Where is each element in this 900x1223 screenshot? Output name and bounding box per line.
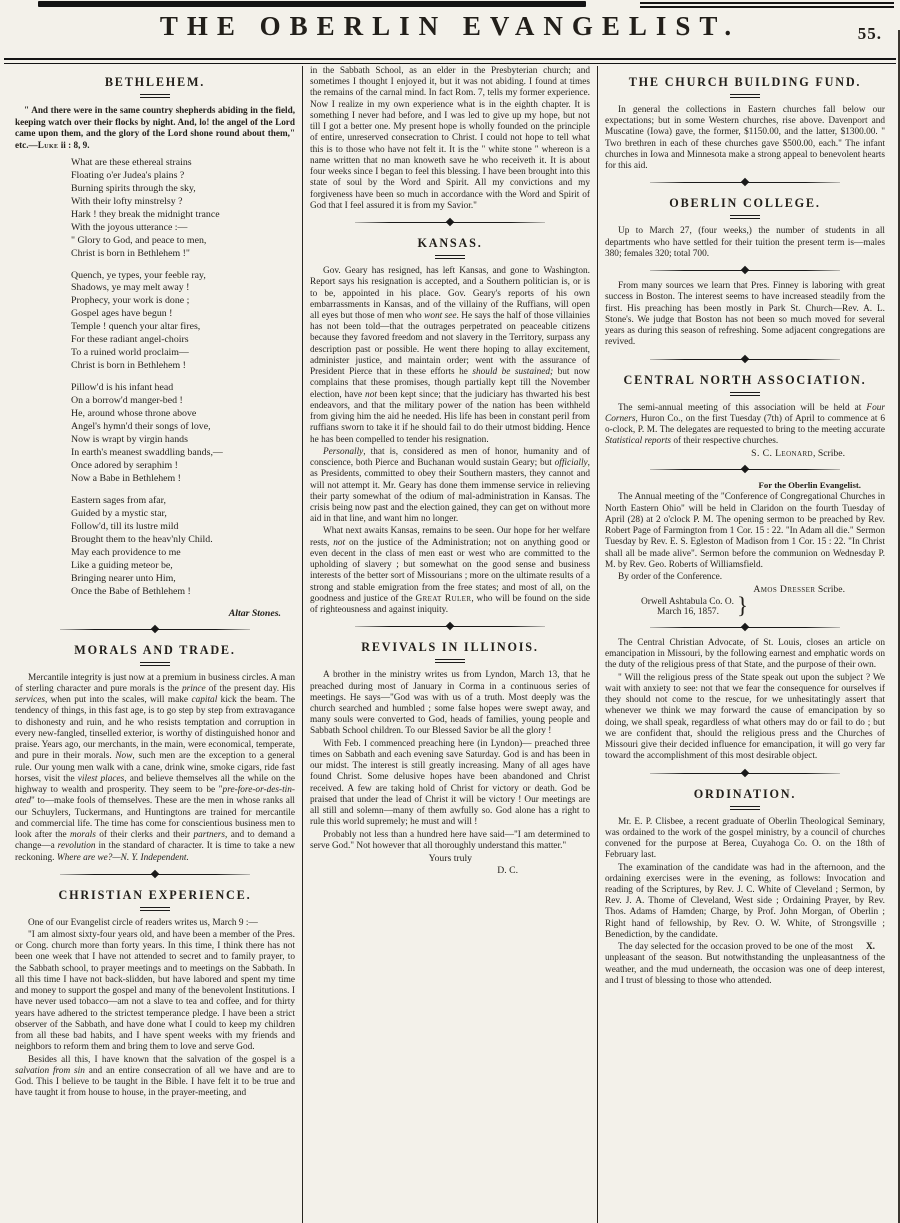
text-segment: The Central Christian Advocate, of St. Louis, closes an article on emancipation in Missouri, by the following earnest and emphatic words on the duty of the religious press of that State, and the purpose of their own. (605, 638, 885, 671)
heading-rule (730, 806, 760, 810)
text-segment: partners (193, 830, 225, 841)
text-segment: "I am almost sixty-four years old, and have been a member of the Pres. or Cong. church more than forty years. In this time, I think there has not been one week that I have not attended to secret and to family prayer, to the Sabbath school, to prayer meetings and to meetings on the Sabbath. In all this time I have not back-slidden, but have labored and spent my time and money to support the gospel and many of the benevolent Institutions. I have never used tobacco—am not a slave to tea and coffee, and for thirty years have adhered to the strictest temperance pledge. I have been a strict observer of the Sabbath, and have done what I could to keep my children from all these bad habits, and I have spent weeks with my friends and neighbors to reform them and bring them to love and serve God. (15, 929, 295, 1053)
article-heading: THE CHURCH BUILDING FUND. (628, 75, 862, 89)
text-segment: The examination of the candidate was had in the afternoon, and the ordaining exercises were in the evening, as follows: Invocation and reading of the Scriptures, by Rev. J. C. White of Cleveland ; Sermon, by Rev. J. A. Thome of Cleveland, West side ; Ordaining Prayer, by Rev. Thos. Adams of Hamden; Charge, by Prof. John Morgan, of Oberlin ; Right hand of fellowship, by Rev. O. W. White, of Strongsville ; Benediction, by the candidate. (605, 862, 885, 940)
verse-line: Gospel ages have begun ! (71, 308, 173, 320)
verse-line: Now a Babe in Bethlehem ! (71, 473, 181, 485)
text-segment: Up to March 27, (four weeks,) the number of students in all departments who have settled for their tuition the present term is—males 380; females 320; total 700. (605, 226, 885, 259)
article-heading: ORDINATION. (693, 786, 797, 801)
text-segment: , Scribe. (812, 448, 845, 460)
section-divider (650, 178, 840, 187)
text-segment: prince (181, 683, 206, 694)
verse-line: Guided by a mystic star, (71, 507, 167, 519)
heading-rule (140, 662, 170, 666)
column-3 (598, 66, 892, 1223)
text-segment: , who will be found on the side of righteousness and against iniquity. (310, 593, 590, 616)
text-segment: not (333, 537, 346, 548)
paragraph (605, 572, 885, 583)
paragraph (15, 918, 295, 929)
text-segment: Mercantile integrity is just now at a premium in business circles. A man of sterling character and pure morals is the (15, 672, 295, 694)
text-segment: Great Ruler (415, 593, 472, 604)
section-divider (60, 870, 250, 879)
dateline (641, 593, 885, 619)
verse-line: Shadows, ye may melt away ! (71, 282, 190, 294)
column-layout (8, 66, 892, 1223)
paragraph (605, 281, 885, 348)
article-heading: OBERLIN COLLEGE. (669, 196, 821, 211)
verse-line: Bringing nearer unto Him, (71, 572, 176, 584)
verse-line: For these radiant angel-choirs (71, 334, 189, 346)
heading-rule (730, 392, 760, 396)
text-segment: Where are we?—N. Y. Independent. (56, 852, 189, 863)
text-segment: vilest places (77, 773, 125, 784)
signature-line (310, 853, 590, 864)
masthead-rule (4, 58, 896, 64)
paragraph (310, 266, 590, 446)
verse-line: Hark ! they break the midnight trance (71, 208, 220, 220)
text-segment: , and to demand a change—a (15, 830, 295, 852)
verse-line: Angel's hymn'd their songs of love, (71, 421, 211, 433)
text-segment: , as Presidents, committed to obey their Southern masters, they cannot and will not attempt it. Mr. Geary has done them immense service in relieving their party somewhat of the odium of mal-administration in Kansas. The crisis being now past and the election gained, they can get on without more aid in that line, and want him no longer. (310, 458, 590, 525)
text-segment: The semi-annual meeting of this association will be held at (618, 402, 867, 413)
verse-stanza (71, 270, 295, 374)
dateline-lines (641, 597, 734, 617)
text-segment: D. C. (497, 865, 518, 877)
verse-line: Temple ! quench your altar fires, (71, 321, 201, 333)
verse-line: Quench, ye types, your feeble ray, (71, 269, 206, 281)
verse-line: Christ is born in Bethlehem !" (71, 247, 190, 259)
section-divider (650, 465, 840, 474)
paragraph (605, 492, 885, 571)
article-heading: CENTRAL NORTH ASSOCIATION. (623, 372, 867, 387)
text-segment: What next awaits Kansas, remains to be seen. Our hope for her welfare rests, (310, 526, 590, 548)
text-segment: salvation from sin (15, 1065, 85, 1076)
paragraph (605, 403, 885, 448)
text-segment: capital (191, 695, 218, 706)
text-segment: , such men are the exception to a general rule. Our young men walk with a cane, drink wine, smoke cigars, ride fast horses, visit the (15, 751, 295, 784)
text-segment: Amos Dresser (753, 584, 816, 596)
text-segment: but now complains that these promises, though partially kept till the November election, have (310, 367, 591, 400)
verse-line: " Glory to God, and peace to men, (71, 234, 207, 246)
text-segment: With Feb. I commenced preaching here (in Lyndon)— preached three times on Sabbath and each evening save Saturday. God is and has been in our midst. The interest is still greatly increasing. Many of all ages have found Christ. Some delusive hopes have been abandoned and Christ received. A few are taking hold of Christ for victory or death. God be praised that under the lead of Christ it will be victory ! Our meetings are all still and solemn—many of them awfully so. God alone has a right to rule this world supremely; he must and will ! (310, 738, 590, 828)
text-segment: not (365, 389, 377, 400)
section-divider (355, 218, 545, 227)
heading-rule (730, 94, 760, 98)
section-divider (60, 625, 250, 634)
text-segment: , Huron Co., on the first Tuesday (7th) of April to commence at 6 o-clock, P. M. The delegates are requested to bring to the meeting accurate (605, 413, 885, 435)
paragraph (310, 830, 590, 852)
section-divider (650, 769, 840, 778)
text-segment: " Will the religious press of the State speak out upon the subject ? We wait with anxiety to see: not that we fear the consequence for ourselves if they should not come to the rescue, for we unhesitatingly assert that whenever we think we may forward the cause of emancipation by so doing, we shall speak, regardless of what others may do or fail to do ; but we are confident that, should the religious press and the Churches of Missouri give their decided influence for emancipation, it will go very far toward the accomplishment of this most desirable object. (605, 672, 885, 762)
text-segment: Four Corners (605, 402, 885, 424)
paragraph (310, 66, 590, 212)
verse-stanza (71, 495, 295, 599)
text-segment: Scribe. (815, 584, 845, 596)
verse-line: Like a guiding meteor be, (71, 559, 173, 571)
text-segment: in the standard of character. It is time to take a new reckoning. (15, 841, 295, 863)
article-heading: CHRISTIAN EXPERIENCE. (58, 887, 252, 902)
verse-line: Prophecy, your work is done ; (71, 295, 190, 307)
scripture-epigraph (15, 105, 295, 152)
verse-line: Once adored by seraphim ! (71, 460, 178, 472)
text-segment: Now (115, 751, 133, 762)
dateline-line: March 16, 1857. (657, 606, 719, 617)
verse-line: Now is wrapt by virgin hands (71, 434, 188, 446)
heading-rule (140, 907, 170, 911)
verse-line: Floating o'er Judea's plains ? (71, 169, 185, 181)
text-segment: Gov. Geary has resigned, has left Kansas, and gone to Washington. Report says his resignation is accepted, and a Southern politician is, or is to be, appointed in his place. Gov. Geary's reports of his own embarrassments in Kansas, and of the villainy of the Ruffians, will open all eyes but those of men who (310, 266, 590, 321)
verse-line: Brought them to the heav'nly Child. (71, 533, 213, 545)
text-segment: , when put into the scales, will make (44, 695, 192, 706)
text-segment: of their respective churches. (671, 436, 779, 447)
verse-line: In earth's meanest swaddling bands,— (71, 447, 223, 459)
text-segment: S. C. Leonard (751, 448, 813, 460)
signature-line (310, 865, 590, 876)
heading-rule (435, 255, 465, 259)
text-segment: and an entire consecration of all we have and are to God. This I believe to be taught in the Bible. I have felt it to be true and have taught it from house to house, in the prayer-meeting, and (15, 1065, 295, 1099)
verse-line: Once the Babe of Bethlehem ! (71, 585, 191, 597)
paragraph (15, 1055, 295, 1100)
text-segment: of the present day. His (205, 683, 295, 694)
section-divider (650, 623, 840, 632)
heading-rule (730, 215, 760, 219)
paragraph (605, 226, 885, 260)
text-segment: kick the beam. The tendency of things, in this fast age, is to go step by step from extravagance to dishonesty and ruin, and he who resists temptation and corruption in every new-fangled, tinselled exterior, is worthy of distinguished honor and praise. Years ago, our merchants, in the main, were economical, temperate, and pure in their morals. (15, 695, 295, 762)
text-segment: Luke (37, 140, 59, 151)
paragraph (310, 739, 590, 829)
verse-line: With their lofty minstrelsy ? (71, 195, 183, 207)
paragraph (605, 817, 885, 862)
heading-rule (140, 94, 170, 98)
text-segment: should be sustained; (472, 367, 554, 378)
text-segment: Mr. E. P. Clisbee, a recent graduate of Oberlin Theological Seminary, was ordained to the work of the gospel ministry, by a council of churches convened for the purpose at Berea, Cuyahoga Co. O. on the 18th of February last. (605, 816, 885, 861)
dateline-line: Orwell Ashtabula Co. O. (641, 596, 734, 607)
text-segment: One of our Evangelist circle of readers writes us, March 9 :— (28, 917, 258, 928)
masthead-title: THE OBERLIN EVANGELIST. (159, 11, 741, 41)
paragraph (605, 942, 885, 987)
poem (71, 157, 295, 599)
text-segment: , and believe themselves all the while on the highway to wealth and prosperity. They seem to be " (15, 773, 295, 796)
paragraph (310, 670, 590, 737)
text-segment: Statistical reports (605, 436, 672, 447)
article-heading: REVIVALS IN ILLINOIS. (361, 640, 539, 655)
verse-stanza (71, 382, 295, 486)
verse-line: Eastern sages from afar, (71, 495, 167, 506)
text-segment: By order of the Conference. (618, 572, 723, 583)
verse-line: Burning spirits through the sky, (71, 182, 196, 194)
text-segment: Probably not less than a hundred here have said—"I am determined to serve God." Not however that all thoroughly understand this matter." (310, 829, 590, 851)
verse-line: He, around whose throne above (71, 408, 197, 420)
article-heading: MORALS AND TRADE. (74, 642, 236, 657)
text-segment: From many sources we learn that Pres. Finney is laboring with great success in Boston. The interest seems to have increased steadily from the first. His preaching has been mostly in Park St. Church—Rev. A. L. Stone's. We judge that Boston has not been so much moved for several years as during this season of refreshing. Some adjacent congregations are revived. (605, 281, 885, 348)
section-divider (650, 355, 840, 364)
verse-line: To a ruined world proclaim— (71, 347, 189, 359)
text-segment: on the justice of the Administration; not on anything good or even decent in the class of men east or west who are committed to the upholding of slavery ; but somewhat on the good sense and business interests of the better sort of Missourians ; more on the ultimate results of a strong and stable emigration from the free states; and most of all, on the goodness and justice of the (310, 537, 590, 604)
paragraph (605, 105, 885, 172)
verse-line: Pillow'd is his infant head (71, 382, 174, 394)
page-number: 55. (857, 24, 882, 43)
text-segment: of their clerks and their (95, 830, 194, 841)
verse-line: On a borrow'd manger-bed ! (71, 395, 183, 407)
column-2 (303, 66, 598, 1223)
article-heading: KANSAS. (417, 236, 483, 251)
text-segment: Besides all this, I have known that the salvation of the gospel is a (28, 1054, 295, 1065)
text-segment: Yours truly (428, 853, 472, 865)
text-segment: revolution (57, 841, 96, 852)
verse-stanza (71, 157, 295, 261)
verse-line: What are these ethereal strains (71, 156, 192, 168)
text-segment: wont see (424, 310, 457, 321)
verse-line: May each providence to me (71, 546, 181, 558)
text-segment: The Annual meeting of the "Conference of Congregational Churches in North Eastern Ohio" will be held in Claridon on the fourth Tuesday of April (28) at 2 o'clock P. M. The opening sermon to be preached by Rev. Robert Page of Farmington from 1 Cor. 15 : 22. "In Adam all die." Sermon Tuesday by Rev. E. S. Egleston of Madison from 1 Cor. 15 : 22. "In Christ shall all be made alive". Sermon before the communion on Wednesday P. M. by Rev. Geo. Roberts of Williamsfield. (605, 492, 885, 570)
verse-line: Christ is born in Bethlehem ! (71, 360, 186, 372)
signature-line (605, 448, 885, 459)
section-divider (650, 266, 840, 275)
article-heading: BETHLEHEM. (104, 75, 206, 89)
verse-line: With the joyous utterance :— (71, 221, 188, 233)
section-divider (355, 622, 545, 631)
dateline-brace: } (736, 593, 749, 619)
paragraph (605, 638, 885, 672)
text-segment: pre-fore-or-des-tin-ated (15, 785, 295, 807)
text-segment: been kept since; that the judiciary has thwarted his best endeavors, and that the military power of the nation has been withheld from giving him the aid he needed. His life has been in constant peril from ruffians sworn to take it if he should fail to do their utmost bidding. Hence he has been compelled to tender his resignation. (310, 389, 590, 445)
paragraph (605, 863, 885, 942)
text-segment: " to—make fools of themselves. These are the men in whose ranks all our Schuylers, Tuckermans, and Huntingtons are trained for mercantile and commercial life. The time has come for conscientious business men to look after the (15, 796, 295, 841)
paragraph (310, 526, 590, 616)
column-1 (8, 66, 303, 1223)
text-segment: , that is, considered as men of honor, humanity and of conscience, both Pierce and Buchanan would sustain Geary; but (310, 446, 590, 469)
text-segment: A brother in the ministry writes us from Lyndon, March 13, that he preached during most of January in Corma in a continuous series of meetings. He says—"God was with us of a truth. Most deeply was the church searched and humbled ; some false hopes were swept away, and many souls were converted to God, heads of families, young people and Sabbath School children. To our Blessed Savior be all the glory ! (310, 670, 590, 737)
paragraph (15, 673, 295, 864)
text-segment: . He says the half of those villainies has not been told—that the outrages perpetrated on peaceable citizens because they favored freedom and not slavery in the Territory, surpass any description past or possible. He went there hoping to allay excitement, administer justice, and maintain order; went with the assurance of President Pierce that in these efforts he (310, 310, 590, 378)
heading-rule (435, 659, 465, 663)
text-segment: services (15, 695, 45, 706)
text-segment: officially (554, 458, 588, 469)
paragraph (605, 673, 885, 763)
text-segment: morals (70, 830, 96, 841)
text-segment: in the Sabbath School, as an elder in the Presbyterian church; and sometimes I thought I enjoyed it, but it was not abiding. I found at times the remains of the carnal mind. In fact Rom. 7, tells my former experience. Now I realize in my own experience what is in the eighth chapter. It is something I never had before, and I was led to give up my hope, but not till I got a better one. My present hope is wholly founded on the principle of entire, unreserved consecration to Christ. I could not hope to tell what this is to those who have not felt it. It is the " white stone " whereon is a name written that no man knoweth save he who receiveth it. It is about four weeks since I began to feel this blessing. I have been brought into this state of soul by the Word and Spirit. All my convictions and my forgiveness have been so much in accordance with the Word and Spirit of God that I feel assured it is from my Savior." (310, 66, 590, 211)
poem-attribution: Altar Stones. (228, 607, 281, 619)
text-segment: In general the collections in Eastern churches fall below our expectations; but in some Western churches, rise above. Davenport and Muscatine (Iowa) gave, the former, $1150.00, and the latter, $1300.00. " Two brethren in each of these churches gave $500.00, each." The infant churches in Iowa and Minnesota make a strong appeal to benevolent hearts for this aid. (605, 105, 885, 172)
text-segment: " And there were in the same country shepherds abiding in the field, keeping watch over their flocks by night. And, lo! the angel of the Lord came upon them, and the glory of the Lord shone round about them," etc.— (15, 105, 295, 151)
text-segment: ii : 8, 9. (58, 140, 90, 151)
contribution-kicker: For the Oberlin Evangelist. (758, 480, 861, 491)
paragraph (15, 930, 295, 1054)
text-segment: Personally (323, 446, 364, 457)
paragraph (310, 447, 590, 526)
text-segment: The day selected for the occasion proved to be one of the most unpleasant of the season. But notwithstanding the unpleasantness of the weather, and the mud underneath, the occasion was one of deep interest, and I trust of blessing to those who attended. (605, 942, 885, 986)
verse-line: Follow'd, till its lustre mild (71, 520, 179, 532)
end-signature: X. (865, 942, 875, 953)
masthead (0, 0, 900, 56)
